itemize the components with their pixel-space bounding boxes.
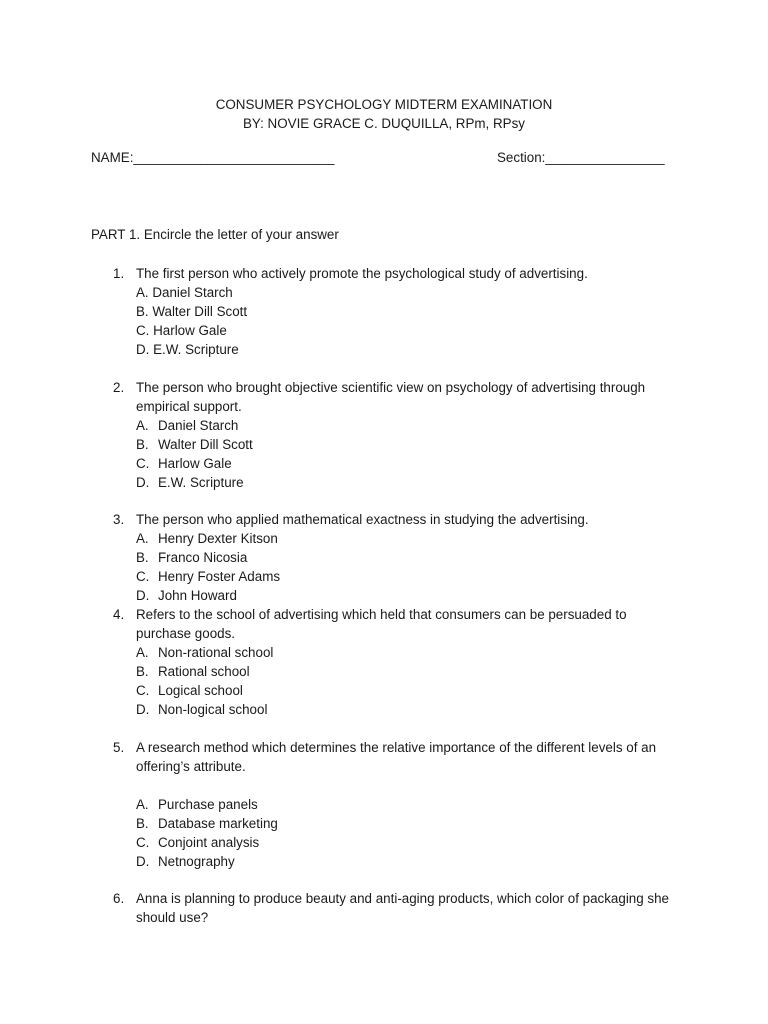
- option-text: Conjoint analysis: [158, 835, 260, 850]
- question-6: [113, 889, 673, 927]
- option-c: [136, 681, 673, 700]
- exam-header: [0, 95, 768, 133]
- option-letter: C.: [136, 569, 150, 584]
- option-text: Netnography: [158, 854, 235, 869]
- question-text: The first person who actively promote the psychological study of advertising.: [136, 266, 588, 281]
- question-3: [113, 510, 673, 605]
- blank-line: [136, 776, 673, 795]
- option-a: [136, 795, 673, 814]
- question-number: 5.: [113, 740, 125, 755]
- option-text: Henry Dexter Kitson: [158, 531, 278, 546]
- option-b: [136, 548, 673, 567]
- name-field: NAME:___________________________: [91, 150, 335, 165]
- option-text: Non-logical school: [158, 702, 268, 717]
- option-text: Rational school: [158, 664, 250, 679]
- option-b: [136, 435, 673, 454]
- option-letter: B.: [136, 816, 149, 831]
- option-text: Harlow Gale: [158, 456, 232, 471]
- option-letter: B.: [136, 437, 149, 452]
- option-letter: C.: [136, 835, 150, 850]
- option-text: Non-rational school: [158, 645, 274, 660]
- question-text: The person who brought objective scientific view on psychology of advertising through empirical support.: [136, 380, 646, 414]
- option-letter: B.: [136, 664, 149, 679]
- option-text: Franco Nicosia: [158, 550, 248, 565]
- option-a: [136, 529, 673, 548]
- option-b: [136, 662, 673, 681]
- option-text: E.W. Scripture: [158, 475, 244, 490]
- option-d: [136, 700, 673, 719]
- option-letter: A.: [136, 797, 149, 812]
- option-a: [136, 643, 673, 662]
- option-text: Henry Foster Adams: [158, 569, 281, 584]
- question-1: [113, 264, 673, 359]
- question-text: A research method which determines the relative importance of the different levels of an offering’s attribute.: [136, 740, 657, 774]
- option-a: A. Daniel Starch: [136, 285, 233, 300]
- part1-instruction: PART 1. Encircle the letter of your answer: [91, 227, 339, 242]
- option-d: [136, 586, 673, 605]
- option-d: D. E.W. Scripture: [136, 342, 239, 357]
- option-c: [136, 567, 673, 586]
- option-b: B. Walter Dill Scott: [136, 304, 248, 319]
- option-letter: D.: [136, 854, 150, 869]
- option-letter: D.: [136, 475, 150, 490]
- question-5: [113, 738, 673, 871]
- question-text: Refers to the school of advertising which held that consumers can be persuaded to purchase goods.: [136, 607, 627, 641]
- option-letter: A.: [136, 645, 149, 660]
- option-letter: B.: [136, 550, 149, 565]
- option-d: [136, 473, 673, 492]
- question-2: [113, 378, 673, 492]
- question-text: Anna is planning to produce beauty and anti-aging products, which color of packaging she should use?: [136, 891, 670, 925]
- option-text: Database marketing: [158, 816, 278, 831]
- option-text: Daniel Starch: [158, 418, 239, 433]
- question-number: 4.: [113, 607, 125, 622]
- option-c: C. Harlow Gale: [136, 323, 227, 338]
- option-letter: D.: [136, 588, 150, 603]
- option-b: [136, 814, 673, 833]
- question-number: 6.: [113, 891, 125, 906]
- question-number: 1.: [113, 266, 125, 281]
- option-a: [136, 416, 673, 435]
- option-letter: C.: [136, 456, 150, 471]
- option-letter: D.: [136, 702, 150, 717]
- question-number: 3.: [113, 512, 125, 527]
- option-d: [136, 852, 673, 871]
- option-text: Purchase panels: [158, 797, 258, 812]
- exam-title: CONSUMER PSYCHOLOGY MIDTERM EXAMINATION: [215, 97, 553, 112]
- question-4: [113, 605, 673, 719]
- section-field: Section:________________: [497, 150, 665, 165]
- option-text: Logical school: [158, 683, 243, 698]
- option-c: [136, 833, 673, 852]
- option-text: Walter Dill Scott: [158, 437, 253, 452]
- exam-author: BY: NOVIE GRACE C. DUQUILLA, RPm, RPsy: [242, 116, 525, 131]
- option-letter: A.: [136, 418, 149, 433]
- option-letter: A.: [136, 531, 149, 546]
- option-c: [136, 454, 673, 473]
- question-number: 2.: [113, 380, 125, 395]
- option-text: John Howard: [158, 588, 237, 603]
- question-text: The person who applied mathematical exactness in studying the advertising.: [136, 512, 589, 527]
- option-letter: C.: [136, 683, 150, 698]
